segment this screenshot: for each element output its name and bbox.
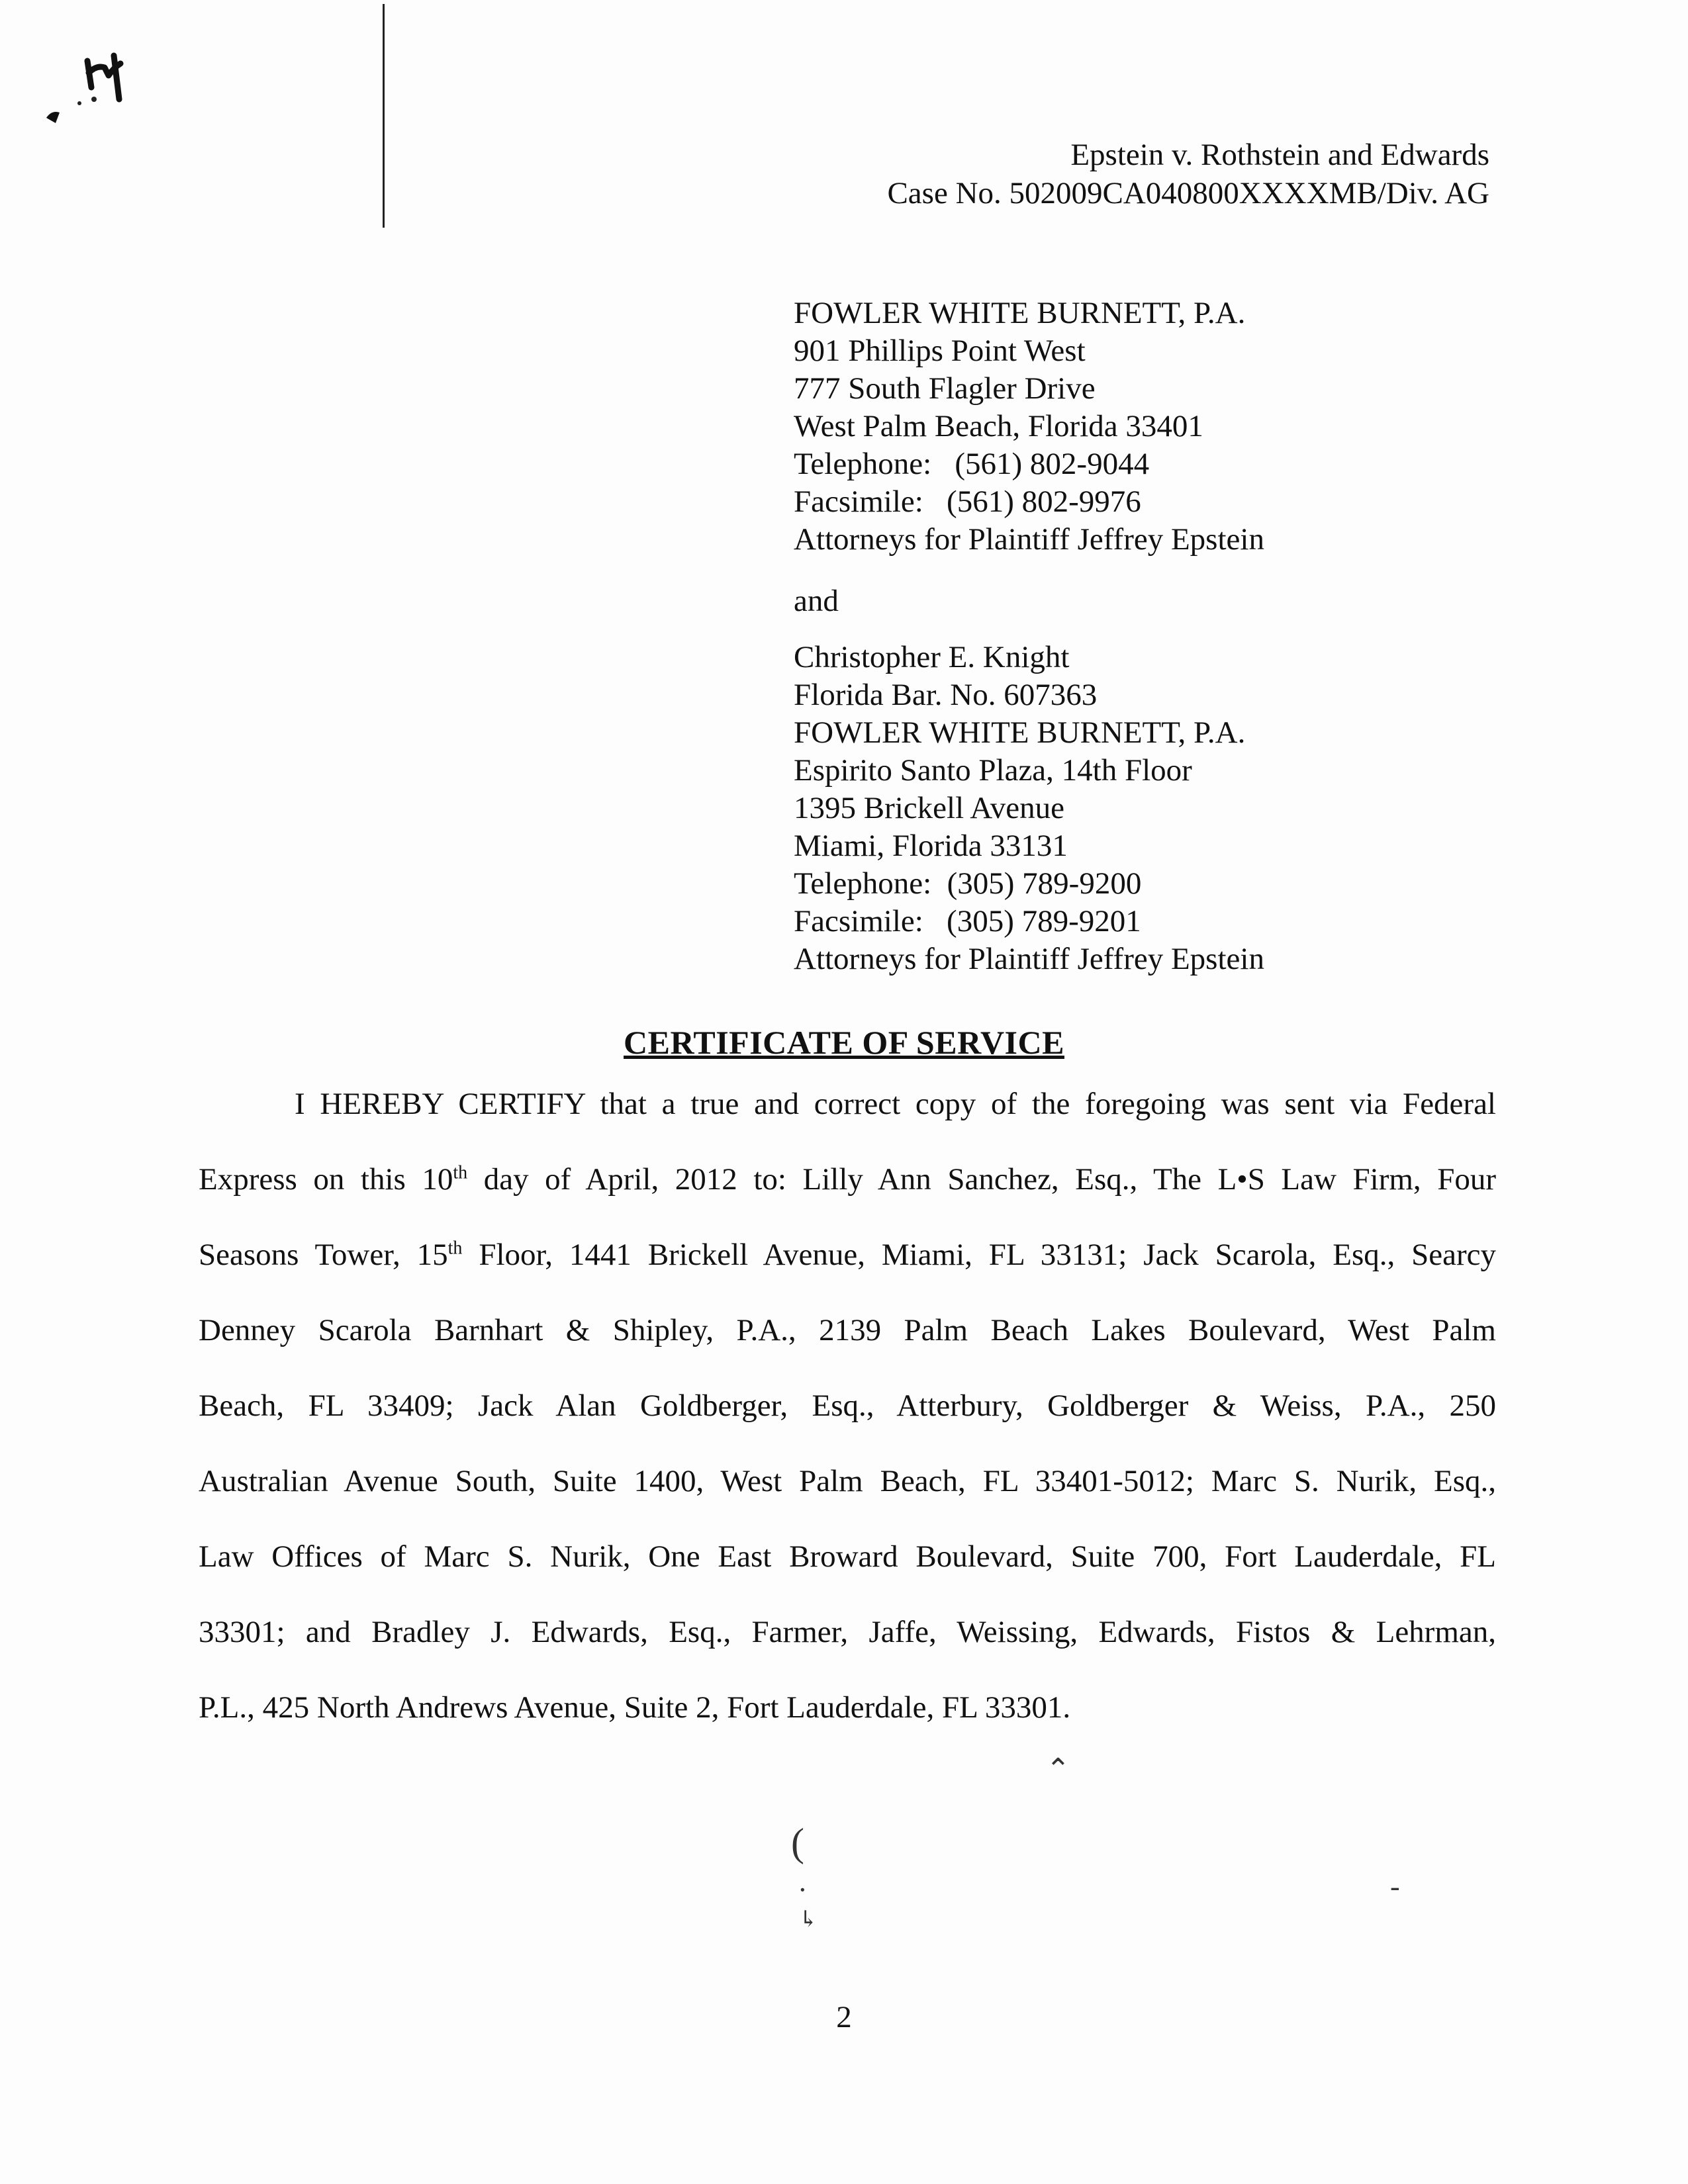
certificate-line: Australian Avenue South, Suite 1400, West Palm Beach, FL 33401-5012; Marc S. Nurik, Esq.,: [199, 1464, 1496, 1498]
certificate-line: I HEREBY CERTIFY that a true and correct copy of the foregoing was sent via Federal: [295, 1087, 1496, 1121]
counsel-block-fowler-west-palm: [794, 295, 1264, 559]
counsel-block-knight-miami: [794, 639, 1264, 978]
counsel-line: Attorneys for Plaintiff Jeffrey Epstein: [794, 522, 1264, 557]
scan-artifact-icon: (: [791, 1821, 804, 1864]
certificate-line: Law Offices of Marc S. Nurik, One East Broward Boulevard, Suite 700, Fort Lauderdale, FL: [199, 1539, 1496, 1574]
counsel-line: Christopher E. Knight: [794, 640, 1070, 674]
counsel-line: Telephone: (561) 802-9044: [794, 447, 1150, 481]
certificate-line: 33301; and Bradley J. Edwards, Esq., Farmer, Jaffe, Weissing, Edwards, Fistos & Lehrman,: [199, 1615, 1496, 1649]
counsel-line: FOWLER WHITE BURNETT, P.A.: [794, 296, 1246, 330]
scan-artifact-icon: ⌃: [1046, 1753, 1070, 1786]
counsel-line: Florida Bar. No. 607363: [794, 678, 1098, 712]
certificate-line: Seasons Tower, 15th Floor, 1441 Brickell Avenue, Miami, FL 33131; Jack Scarola, Esq., Searcy: [199, 1238, 1497, 1272]
case-number: Case No. 502009CA040800XXXXMB/Div. AG: [887, 176, 1489, 210]
scan-artifact-icon: ·: [798, 1874, 808, 1906]
certificate-line: Denney Scarola Barnhart & Shipley, P.A., 2139 Palm Beach Lakes Boulevard, West Palm: [199, 1313, 1496, 1347]
counsel-line: West Palm Beach, Florida 33401: [794, 409, 1203, 443]
counsel-line: 1395 Brickell Avenue: [794, 791, 1064, 825]
certificate-line: Express on this 10th day of April, 2012 to: Lilly Ann Sanchez, Esq., The L•S Law Firm, Four: [199, 1162, 1497, 1197]
case-caption: [887, 136, 1489, 212]
counsel-line: Telephone: (305) 789-9200: [794, 866, 1142, 901]
counsel-line: Facsimile: (561) 802-9976: [794, 484, 1141, 519]
counsel-line: Attorneys for Plaintiff Jeffrey Epstein: [794, 942, 1264, 976]
case-title: Epstein v. Rothstein and Edwards: [1070, 138, 1489, 172]
counsel-line: Facsimile: (305) 789-9201: [794, 904, 1141, 938]
handwritten-mark-icon: [40, 26, 172, 146]
certificate-body: [199, 1085, 1496, 1764]
certificate-heading: CERTIFICATE OF SERVICE: [624, 1024, 1064, 1061]
page-number: 2: [836, 2000, 852, 2034]
counsel-line: Miami, Florida 33131: [794, 829, 1068, 863]
margin-rule: [383, 4, 385, 228]
counsel-line: 901 Phillips Point West: [794, 334, 1086, 368]
certificate-line: P.L., 425 North Andrews Avenue, Suite 2, Fort Lauderdale, FL 33301.: [199, 1690, 1071, 1725]
counsel-line: Espirito Santo Plaza, 14th Floor: [794, 753, 1192, 788]
certificate-line: Beach, FL 33409; Jack Alan Goldberger, Esq., Atterbury, Goldberger & Weiss, P.A., 250: [199, 1388, 1496, 1423]
scan-artifact-icon: ↳: [799, 1907, 818, 1932]
conjunction-and: and: [794, 584, 839, 618]
counsel-line: 777 South Flagler Drive: [794, 371, 1096, 406]
counsel-line: FOWLER WHITE BURNETT, P.A.: [794, 715, 1246, 750]
scan-artifact-icon: -: [1390, 1870, 1400, 1903]
